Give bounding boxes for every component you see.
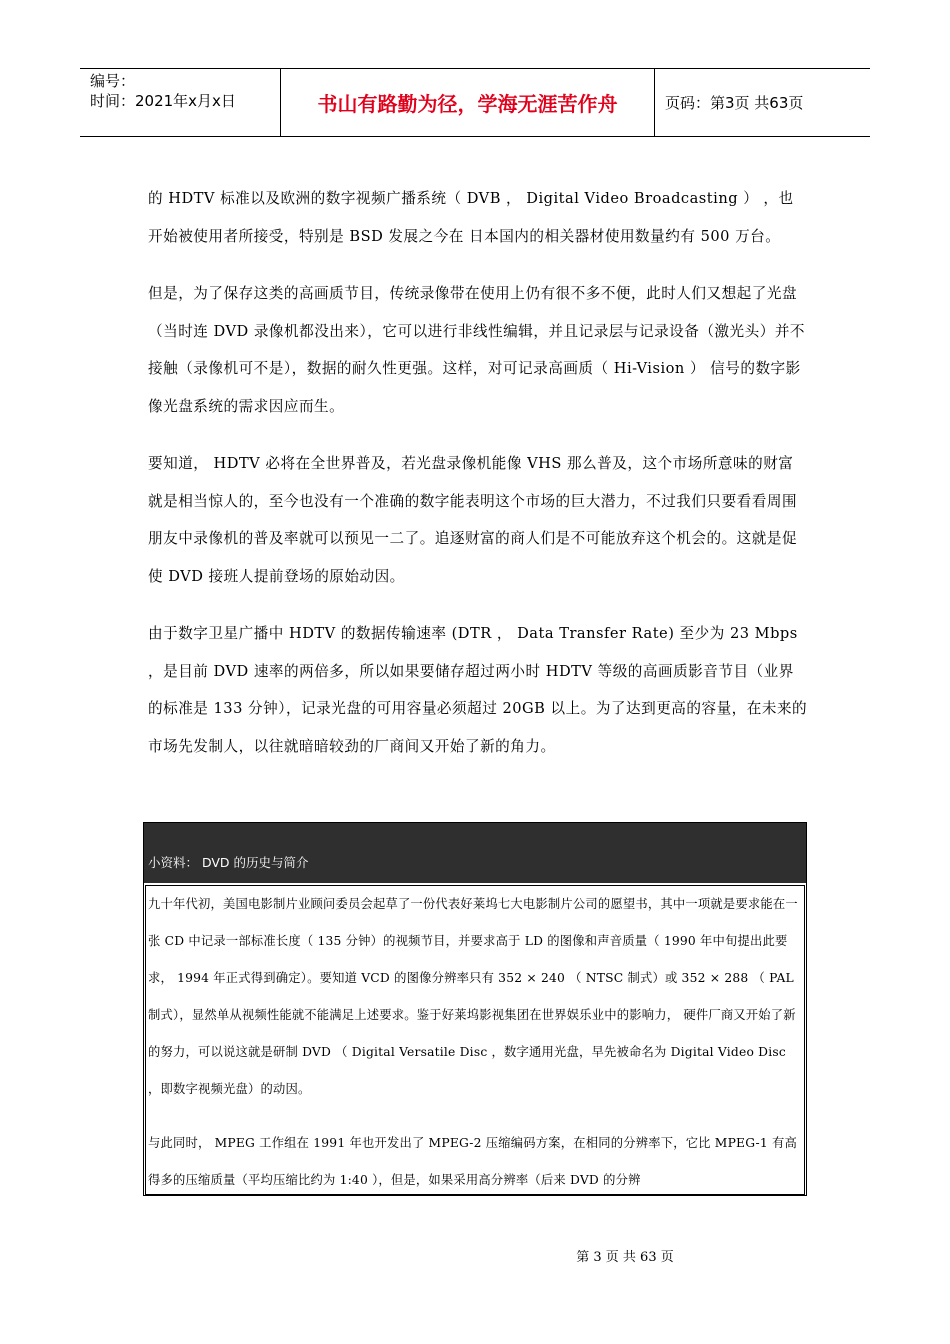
- paragraph: 要知道， HDTV 必将在全世界普及，若光盘录像机能像 VHS 那么普及，这个市场所意味的财富就是相当惊人的，至今也没有一个准确的数字能表明这个市场的巨大潜力，不过我们只要看看周围朋友中录像机的普及率就可以预见一二了。追逐财富的商人们是不可能放弃这个机会的。这就是促使 DVD 接班人提前登场的原始动因。: [148, 455, 798, 585]
- document-date: 时间：2021年x月x日: [90, 92, 236, 110]
- page-header: [80, 68, 870, 137]
- paragraph: 的 HDTV 标准以及欧洲的数字视频广播系统（ DVB ， Digital Video Broadcasting ） ，也开始被使用者所接受，特别是 BSD 发展之今在 日本国内的相关器材使用数量约有 500 万台。: [148, 190, 794, 245]
- paragraph: 但是，为了保存这类的高画质节目，传统录像带在使用上仍有很不多不便，此时人们又想起了光盘（当时连 DVD 录像机都没出来），它可以进行非线性编辑，并且记录层与记录设备（激光头）并不接触（录像机可不是），数据的耐久性更强。这样，对可记录高画质（ Hi-Vision ） 信号的数字影像光盘系统的需求因应而生。: [148, 285, 806, 415]
- info-box-paragraph: 九十年代初，美国电影制片业顾问委员会起草了一份代表好莱坞七大电影制片公司的愿望书，其中一项就是要求能在一张 CD 中记录一部标准长度（ 135 分钟）的视频节目，并要求高于 LD 的图像和声音质量（ 1990 年中旬提出此要求， 1994 年正式得到确定）。要知道 VCD 的图像分辨率只有 352 × 240 （ NTSC 制式）或 352 × 288 （ PAL 制式），显然单从视频性能就不能满足上述要求。鉴于好莱坞影视集团在世界娱乐业中的影响力， 硬件厂商又开始了新的努力，可以说这就是研制 DVD （ Digital Versatile Disc ，数字通用光盘，早先被命名为 Digital Video Disc ，即数字视频光盘）的动因。: [148, 897, 798, 1096]
- page-footer: 第 3 页 共 63 页: [576, 1250, 674, 1265]
- header-meta: [90, 71, 280, 111]
- info-box-title: 小资料： DVD 的历史与简介: [148, 855, 309, 870]
- info-box-body: [145, 885, 805, 1195]
- info-box-paragraph: 与此同时， MPEG 工作组在 1991 年也开发出了 MPEG-2 压缩编码方案，在相同的分辨率下，它比 MPEG-1 有高得多的压缩质量（平均压缩比约为 1:40 ），但是，如果采用高分辨率（后来 DVD 的分辨: [148, 1136, 797, 1187]
- info-box-header: [144, 823, 806, 885]
- header-divider: [654, 69, 655, 136]
- info-box: [143, 822, 807, 1196]
- header-motto: 书山有路勤为径，学海无涯苦作舟: [317, 92, 618, 116]
- main-content: [148, 180, 808, 785]
- document-number: 编号：: [90, 72, 136, 90]
- header-page-number: 页码：第3页 共63页: [665, 94, 804, 112]
- paragraph: 由于数字卫星广播中 HDTV 的数据传输速率 (DTR ， Data Transfer Rate) 至少为 23 Mbps ，是目前 DVD 速率的两倍多，所以如果要储存超过两小时 HDTV 等级的高画质影音节目（业界的标准是 133 分钟），记录光盘的可用容量必须超过 20GB 以上。为了达到更高的容量，在未来的市场先发制人，以往就暗暗较劲的厂商间又开始了新的角力。: [148, 625, 808, 755]
